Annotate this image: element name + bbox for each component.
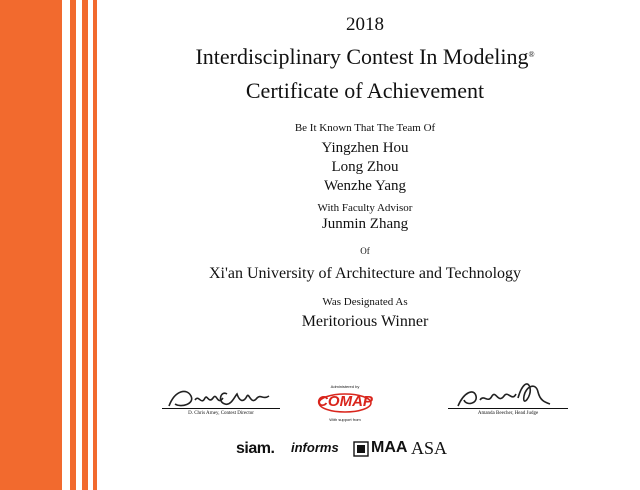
designated-label: Was Designated As [322,296,408,308]
director-caption: D. Chris Arney, Contest Director [188,411,254,416]
award-title: Meritorious Winner [301,313,429,330]
stripe-thin-2 [82,0,88,490]
advisor-label: With Faculty Advisor [317,202,413,214]
comap-wordmark: COMAP [317,393,373,410]
comap-support-label: With support from [329,417,361,422]
team-intro: Be It Known That The Team Of [294,122,436,134]
judge-signature [452,378,552,412]
contest-name [100,44,630,70]
of-label: Of [360,246,370,256]
team-member-3: Wenzhe Yang [323,178,407,194]
university-name: Xi'an University of Architecture and Technology [208,265,522,282]
judge-signature-line [448,408,568,409]
comap-logo [313,384,377,424]
certificate-title: Certificate of Achievement [245,78,485,103]
director-signature-line [162,408,280,409]
stripe-wide [0,0,62,490]
siam-logo: siam. [236,440,275,457]
advisor-name: Junmin Zhang [321,216,409,232]
comap-administered-label: Administered by [330,384,360,389]
contest-title: Interdisciplinary Contest In Modeling [195,44,529,69]
judge-caption: Amanda Beecher, Head Judge [477,411,539,416]
maa-emblem-icon [353,441,369,457]
stripe-thin-3 [93,0,97,490]
informs-logo: informs [291,440,339,455]
registered-mark: ® [528,50,535,59]
decorative-stripes [0,0,100,490]
maa-logo: MAA [371,439,408,456]
certificate-year: 2018 [346,14,384,35]
asa-logo: ASA [411,438,448,458]
team-member-2: Long Zhou [331,159,399,175]
stripe-thin-1 [70,0,76,490]
team-member-1: Yingzhen Hou [321,140,409,156]
